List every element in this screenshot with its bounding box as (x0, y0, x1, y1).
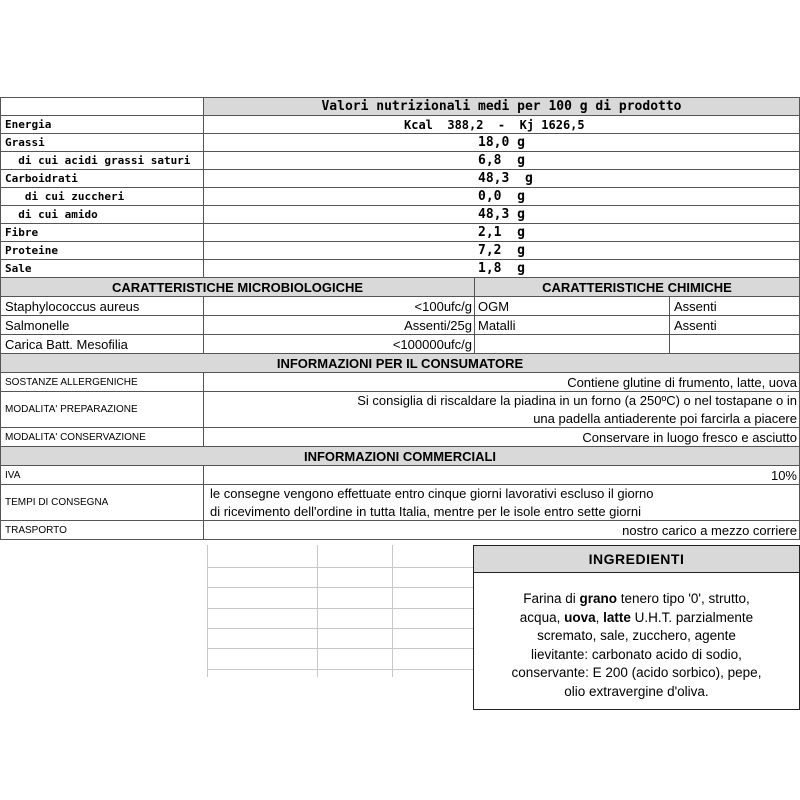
grid-vline (317, 545, 318, 677)
ingredients-line-5: conservante: E 200 (acido sorbico), pepe, (511, 665, 762, 680)
preparation-line-2: una padella antiaderente poi farcirla a piacere (533, 411, 797, 426)
nutrition-label-sale: Sale (0, 260, 204, 278)
ingredients-line-2 (474, 609, 799, 628)
grid-hline (207, 567, 473, 568)
nutrition-value-zuccheri: 0,0 g (204, 188, 800, 206)
chem-label-matalli: Matalli (475, 316, 670, 335)
delivery-line-2: di ricevimento dell'ordine in tutta Italia, mentre per le isole entro sette giorni (210, 504, 641, 519)
nutrition-label-saturi: di cui acidi grassi saturi (0, 152, 204, 170)
micro-header: CARATTERISTICHE MICROBIOLOGICHE (0, 278, 475, 297)
chem-header: CARATTERISTICHE CHIMICHE (475, 278, 800, 297)
grid-vline (392, 545, 393, 677)
ingredients-line-6: olio extravergine d'oliva. (564, 683, 709, 699)
ingredients-text (474, 573, 799, 701)
iva-label: IVA (0, 466, 204, 485)
ingredients-text-fragment: , (595, 609, 604, 625)
nutrition-label-fibre: Fibre (0, 224, 204, 242)
grid-hline (207, 648, 473, 649)
grid-hline (207, 628, 473, 629)
nutrition-label-amido: di cui amido (0, 206, 204, 224)
allergen-label: SOSTANZE ALLERGENICHE (0, 373, 204, 392)
ingredients-bold-latte: latte (603, 609, 631, 625)
grid-vline (207, 545, 208, 677)
nutrition-label-proteine: Proteine (0, 242, 204, 260)
micro-label-staphylococcus: Staphylococcus aureus (0, 297, 204, 316)
ingredients-line-1 (474, 590, 799, 609)
ingredients-text-fragment: tenero tipo '0', strutto, (617, 591, 750, 606)
allergen-value: Contiene glutine di frumento, latte, uova (204, 373, 800, 392)
iva-value: 10% (204, 466, 800, 485)
grid-hline (207, 669, 473, 670)
grid-hline (207, 587, 473, 588)
nutrition-header: Valori nutrizionali medi per 100 g di prodotto (204, 97, 800, 116)
delivery-value (204, 485, 800, 521)
storage-label: MODALITA' CONSERVAZIONE (0, 428, 204, 447)
chem-value-matalli: Assenti (670, 316, 800, 335)
ingredients-header: INGREDIENTI (474, 546, 799, 573)
preparation-line-1: Si consiglia di riscaldare la piadina in un forno (a 250ºC) o nel tostapane o in (357, 393, 797, 408)
nutrition-value-proteine: 7,2 g (204, 242, 800, 260)
nutrition-label-carboidrati: Carboidrati (0, 170, 204, 188)
micro-label-carica: Carica Batt. Mesofilia (0, 335, 204, 354)
ingredients-text-fragment: Farina di (523, 591, 580, 606)
preparation-value (204, 392, 800, 428)
micro-value-staphylococcus: <100ufc/g (204, 297, 475, 316)
transport-label: TRASPORTO (0, 521, 204, 540)
nutrition-value-carboidrati: 48,3 g (204, 170, 800, 188)
nutrition-corner-cell (0, 97, 204, 116)
storage-value: Conservare in luogo fresco e asciutto (204, 428, 800, 447)
nutrition-value-energia: Kcal 388,2 - Kj 1626,5 (204, 116, 800, 134)
chem-label-ogm: OGM (475, 297, 670, 316)
nutrition-value-grassi: 18,0 g (204, 134, 800, 152)
micro-value-carica: <100000ufc/g (204, 335, 475, 354)
preparation-label: MODALITA' PREPARAZIONE (0, 392, 204, 428)
ingredients-bold-uova: uova (564, 609, 596, 625)
chem-value-ogm: Assenti (670, 297, 800, 316)
nutrition-label-grassi: Grassi (0, 134, 204, 152)
ingredients-box (473, 545, 800, 710)
transport-value: nostro carico a mezzo corriere (204, 521, 800, 540)
ingredients-line-4: lievitante: carbonato acido di sodio, (531, 646, 742, 662)
ingredients-bold-grano: grano (579, 591, 618, 606)
consumer-header: INFORMAZIONI PER IL CONSUMATORE (0, 354, 800, 373)
delivery-label: TEMPI DI CONSEGNA (0, 485, 204, 521)
grid-hline (207, 608, 473, 609)
chem-empty-cell-b (670, 335, 800, 354)
nutrition-value-amido: 48,3 g (204, 206, 800, 224)
ingredients-text-fragment: U.H.T. parzialmente (630, 609, 754, 625)
nutrition-value-saturi: 6,8 g (204, 152, 800, 170)
delivery-line-1: le consegne vengono effettuate entro cinque giorni lavorativi escluso il giorno (210, 486, 654, 501)
micro-label-salmonelle: Salmonelle (0, 316, 204, 335)
nutrition-label-zuccheri: di cui zuccheri (0, 188, 204, 206)
commercial-header: INFORMAZIONI COMMERCIALI (0, 447, 800, 466)
ingredients-line-3: scremato, sale, zucchero, agente (537, 628, 736, 643)
nutrition-value-fibre: 2,1 g (204, 224, 800, 242)
nutrition-label-energia: Energia (0, 116, 204, 134)
micro-value-salmonelle: Assenti/25g (204, 316, 475, 335)
nutrition-value-sale: 1,8 g (204, 260, 800, 278)
ingredients-text-fragment: acqua, (519, 609, 565, 625)
chem-empty-cell-a (475, 335, 670, 354)
